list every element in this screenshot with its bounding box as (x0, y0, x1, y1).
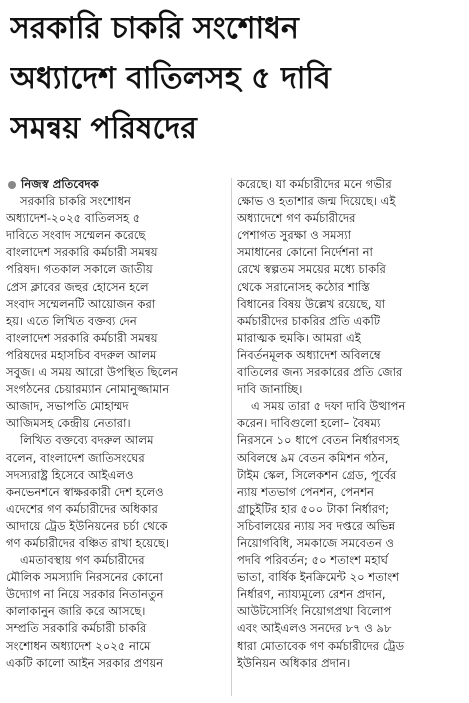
text-line: নিরসনে ১০ ধাপে বেতন নির্ধারণসহ (237, 433, 400, 448)
text-line: অধ্যাদেশে গণ কর্মচারীদের (237, 211, 356, 226)
text-line: আদায়ে ট্রেড ইউনিয়নের চর্চা থেকে (6, 518, 168, 533)
left-column-text (6, 193, 226, 672)
text-line: অধ্যাদেশ-২০২৫ বাতিলসহ ৫ (6, 211, 141, 226)
text-line: সচিবালয়ের ন্যায় সব দপ্তরে অভিন্ন (237, 518, 396, 533)
text-line: কনভেনশনে স্বাক্ষরকারী দেশ হলেও (6, 484, 164, 499)
article-column-left (6, 176, 226, 672)
text-line: গ্রাচুইটির হার ৫০০ টাকা নির্ধারণ; (237, 501, 390, 516)
text-line: হয়। এতে লিখিত বক্তব্য দেন (6, 313, 137, 328)
text-line: ধারা মোতাবেক গণ কর্মচারীদের ট্রেড (237, 638, 405, 653)
text-line: পেশাগত সুরক্ষা ও সমস্যা (237, 228, 351, 243)
text-line: অবিলম্বে ৯ম বেতন কমিশন গঠন, (237, 450, 389, 465)
text-line: বাংলাদেশ সরকারি কর্মচারী সমন্বয় (6, 330, 158, 345)
text-line: কর্মচারীদের চাকরির প্রতি একটি (237, 313, 381, 328)
text-line: আউটসোর্সিং নিয়োগপ্রথা বিলোপ (237, 604, 392, 619)
text-line: সংশোধন অধ্যাদেশ ২০২৫ নামে (6, 638, 151, 653)
text-line: নিবর্তনমূলক অধ্যাদেশ অবিলম্বে (237, 347, 381, 362)
text-line: করেছে। যা কর্মচারীদের মনে গভীর (237, 177, 392, 191)
text-line: ক্ষোভ ও হতাশার জন্ম দিয়েছে। এই (237, 194, 396, 209)
text-line: আজাদ, সভাপতি মোহাম্মদ (6, 399, 129, 414)
text-line: সংগঠনের চেয়ারম্যান নোমানুজ্জামান (6, 382, 170, 397)
text-line: দাবিতে সংবাদ সম্মেলন করেছে (6, 228, 146, 243)
text-line: এমতাবস্থায় গণ কর্মচারীদের (20, 553, 145, 568)
byline-text: নিজস্ব প্রতিবেদক (21, 177, 99, 191)
text-line: নির্ধারণ, ন্যায্যমূল্যে রেশন প্রদান, (237, 587, 386, 602)
text-line: বাংলাদেশ সরকারি কর্মচারী সমন্বয় (6, 245, 158, 260)
text-line: লিখিত বক্তব্যে বদরুল আলম (20, 433, 154, 448)
text-line: বলেন, বাংলাদেশ জাতিসংঘের (6, 450, 145, 465)
text-line: টাইম স্কেল, সিলেকশন গ্রেড, পূর্বের (237, 467, 397, 482)
text-line: সম্প্রতি সরকারি কর্মচারী চাকরি (6, 621, 147, 636)
article-column-right (237, 176, 461, 672)
text-line: পদবি পরিবর্তন; ৫০ শতাংশ মহার্ঘ (237, 553, 388, 568)
text-line: বাতিলের জন্য সরকারের প্রতি জোর (237, 365, 403, 380)
byline (6, 176, 226, 193)
text-line: থেকে সরানোসহ কঠোর শাস্তি (237, 279, 370, 294)
text-line: সবুজ। এ সময় আরো উপস্থিত ছিলেন (6, 365, 178, 380)
text-line: রেখে স্বল্পতম সময়ের মধ্যে চাকরি (237, 262, 386, 277)
text-line: কালাকানুন জারি করে আসছে। (6, 604, 146, 619)
text-line: উদ্যোগ না নিয়ে সরকার নিতানতুন (6, 587, 164, 602)
text-line: মারাত্মক হুমকি। আমরা এই (237, 330, 361, 345)
text-line: প্রেস ক্লাবের জহুর হোসেন হলে (6, 279, 149, 294)
text-line: সংবাদ সম্মেলনটি আয়োজন করা (6, 296, 156, 311)
text-line: একটি কালো আইন সরকার প্রণয়ন (6, 655, 164, 670)
text-line: পরিষদের মহাসচিব বদরুল আলম (6, 347, 157, 362)
text-line: ইউনিয়ন অধিকার প্রদান। (237, 655, 351, 670)
bullet-dot-icon (8, 181, 16, 189)
text-line: করেন। দাবিগুলো হলো– বৈষম্য (237, 416, 381, 431)
column-divider (231, 178, 232, 696)
text-line: সরকারি চাকরি সংশোধন (20, 194, 131, 209)
text-line: মৌলিক সমস্যাদি নিরসনের কোনো (6, 570, 163, 585)
headline (10, 4, 462, 154)
headline-line-2: অধ্যাদেশ বাতিলসহ ৫ দাবি (10, 61, 331, 96)
text-line: সদস্যরাষ্ট্র হিসেবে আইএলও (6, 467, 134, 482)
text-line: নিয়োগবিধি, সমকাজে সমবেতন ও (237, 535, 394, 550)
text-line: আজিমসহ কেন্দ্রীয় নেতারা। (6, 416, 131, 431)
text-line: ন্যায় শতভাগ পেনশন, পেনশন (237, 484, 374, 499)
text-line: এ সময় তারা ৫ দফা দাবি উত্থাপন (251, 399, 406, 414)
right-column-text (237, 176, 461, 672)
text-line: এদেশের গণ কর্মচারীদের অধিকার (6, 501, 158, 516)
headline-line-1: সরকারি চাকরি সংশোধন (10, 11, 299, 46)
headline-line-3: সমন্বয় পরিষদের (10, 111, 197, 146)
text-line: বিধানের বিষয় উল্লেখ রয়েছে, যা (237, 296, 386, 311)
text-line: পরিষদ। গতকাল সকালে জাতীয় (6, 262, 153, 277)
text-line: ভাতা, বার্ষিক ইনক্রিমেন্ট ২০ শতাংশ (237, 570, 400, 585)
text-line: সমাধানের কোনো নির্দেশনা না (237, 245, 373, 260)
text-line: দাবি জানাচ্ছি। (237, 382, 303, 397)
text-line: এবং আইএলও সনদের ৮৭ ও ৯৮ (237, 621, 392, 636)
text-line: গণ কর্মচারীদের বঞ্চিত রাখা হয়েছে। (6, 535, 170, 550)
